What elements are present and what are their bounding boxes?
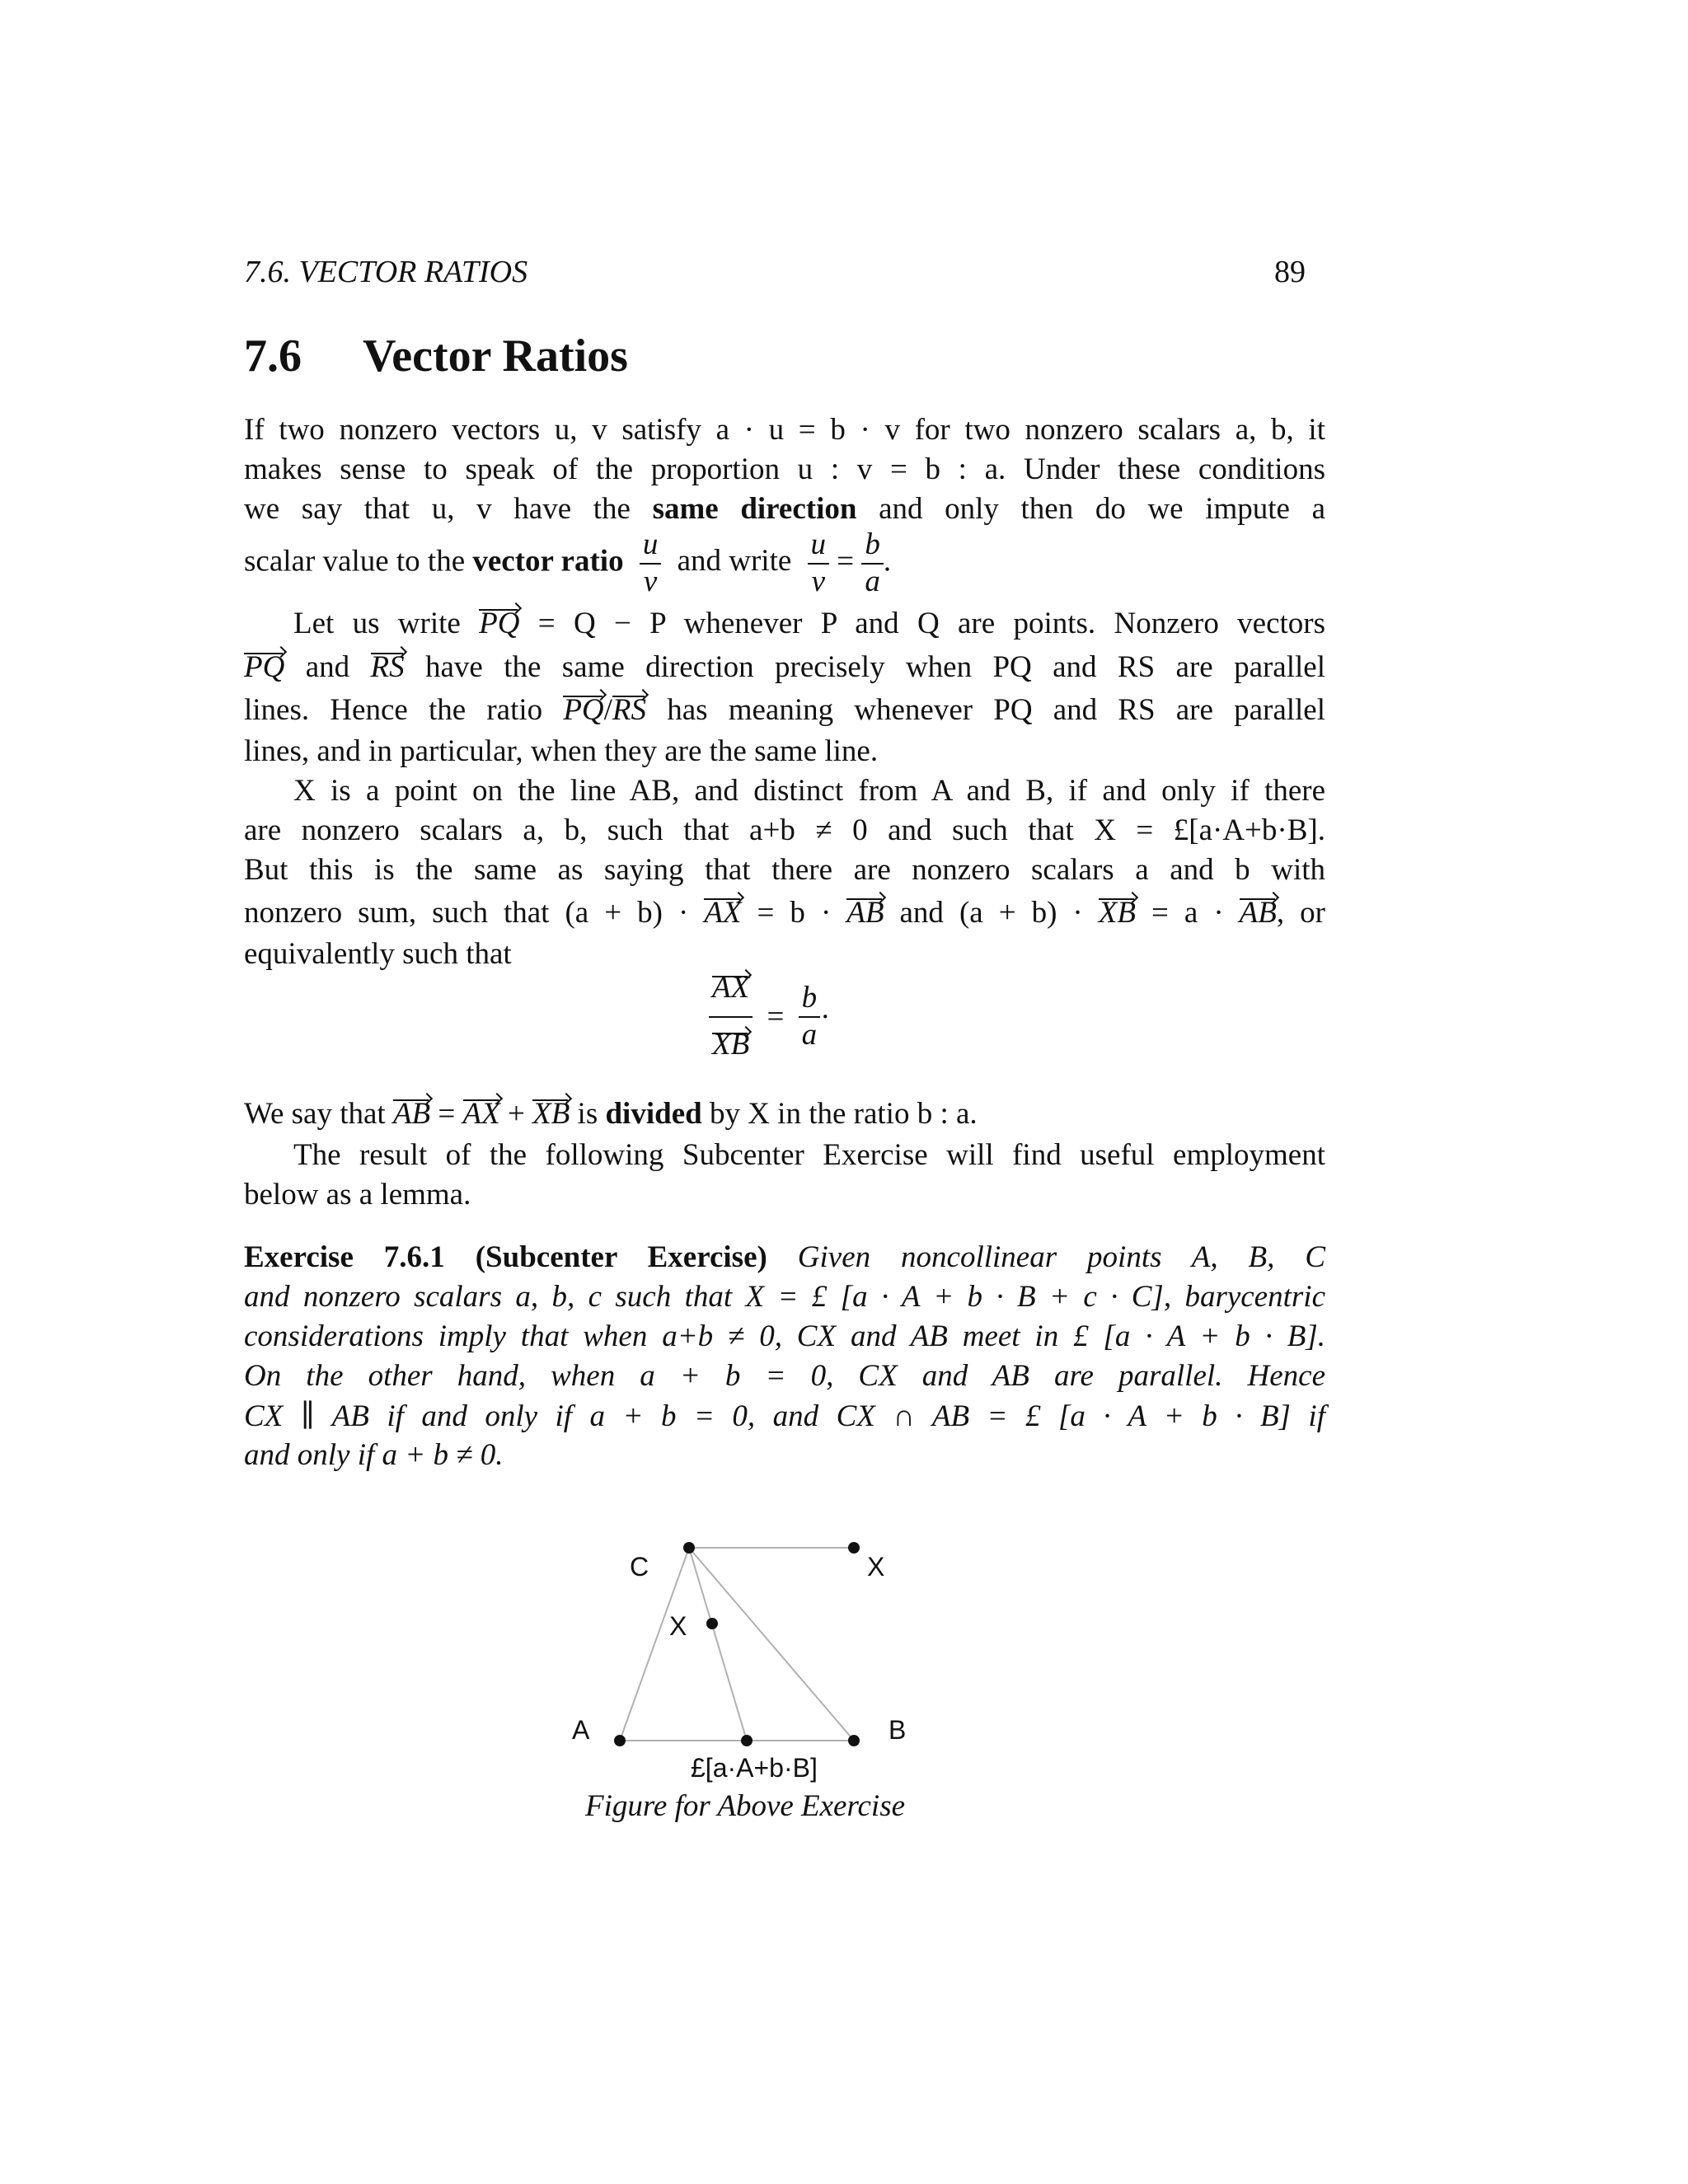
vector-XB: XB [532, 1097, 570, 1131]
para2-line2: PQ and RS have the same direction precisely when PQ and RS are parallel [244, 650, 1325, 684]
figure-lines [620, 1548, 854, 1741]
para3-line3: But this is the same as saying that there are nonzero scalars a and b with [244, 853, 1325, 887]
page-number: 89 [1274, 255, 1306, 289]
point-X [706, 1618, 718, 1629]
para2-line1: Let us write PQ = Q − P whenever P and Q are points. Nonzero vectors [293, 607, 1326, 640]
exercise-line6: and only if a + b ≠ 0. [244, 1438, 504, 1472]
text-run: and only then do we impute a [856, 492, 1326, 526]
point-C [683, 1542, 695, 1554]
term-vector-ratio: vector ratio [472, 544, 624, 579]
vector-PQ: PQ [563, 693, 604, 727]
text-run: we say that u, v have the [244, 492, 653, 526]
exercise-line4: On the other hand, when a + b = 0, CX and AB are parallel. Hence [244, 1359, 1325, 1393]
line-CB [689, 1548, 854, 1741]
vector-AX: AX [462, 1097, 500, 1131]
running-head: 7.6. VECTOR RATIOS [244, 255, 528, 289]
vector-RS: RS [612, 693, 647, 727]
equals-sign: = [767, 1000, 785, 1034]
section-number: 7.6 [244, 330, 302, 382]
vector-XB: XB [712, 1027, 750, 1062]
para3-line2: are nonzero scalars a, b, such that a+b ≠ 0 and such that X = £[a·A+b·B]. [244, 813, 1325, 847]
vector-AX: AX [704, 896, 742, 930]
point-A [614, 1735, 626, 1746]
para5-line2: below as a lemma. [244, 1178, 471, 1212]
exercise-line5: CX ∥ AB if and only if a + b = 0, and CX ∩ AB = £ [a · A + b · B] if [244, 1399, 1325, 1433]
fraction-b-over-a: $\frac{b}{a}$ [861, 529, 884, 598]
para3-line4: nonzero sum, such that (a + b) · AX = b · AB and (a + b) · XB = a · AB, or [244, 896, 1325, 930]
equals-sign: = [837, 544, 855, 579]
term-divided: divided [605, 1097, 702, 1131]
label-A: A [572, 1715, 590, 1745]
text-run: scalar value to the [244, 544, 473, 579]
label-meet-point: £[a·A+b·B] [691, 1753, 818, 1783]
line-CX [689, 1548, 747, 1741]
vector-AB: AB [392, 1097, 431, 1131]
section-title: Vector Ratios [363, 330, 628, 382]
period: . [883, 544, 892, 579]
para2-line3: lines. Hence the ratio PQ/RS has meaning whenever PQ and RS are parallel [244, 693, 1326, 727]
exercise-line1: Exercise 7.6.1 (Subcenter Exercise) Given noncollinear points A, B, C [244, 1240, 1325, 1274]
exercise-line2: and nonzero scalars a, b, c such that X = £ [a · A + b · B + c · C], barycentric [244, 1280, 1325, 1314]
text-run: and write [677, 544, 792, 579]
vector-RS: RS [370, 650, 405, 684]
label-X-mid: X [669, 1611, 687, 1641]
para1-line1: If two nonzero vectors u, v satisfy a · u = b · v for two nonzero scalars a, b, it [244, 413, 1325, 447]
vector-AB: AB [1239, 896, 1277, 930]
figure-points [614, 1542, 860, 1746]
para5-line1: The result of the following Subcenter Exercise will find useful employment [293, 1138, 1325, 1172]
label-C: C [630, 1552, 649, 1582]
label-X-top: X [867, 1552, 885, 1582]
term-same-direction: same direction [652, 492, 857, 526]
fraction-b-over-a: $\frac{b}{a}$ [799, 982, 821, 1052]
para2-line4: lines, and in particular, when they are the same line. [244, 734, 879, 768]
vector-AX: AX [712, 971, 750, 1005]
para4-line1: We say that AB = AX + XB is divided by X in the ratio b : a. [244, 1097, 978, 1131]
vector-PQ: PQ [479, 607, 520, 640]
vector-XB: XB [1098, 896, 1136, 930]
fraction-u-over-v-2: $\frac{u}{v}$ [808, 529, 830, 598]
point-B [848, 1735, 860, 1746]
fraction-u-over-v: $\frac{u}{v}$ [640, 529, 662, 598]
exercise-label: Exercise 7.6.1 (Subcenter Exercise) [244, 1240, 767, 1274]
point-meet [741, 1735, 753, 1746]
dot: · [820, 1000, 831, 1034]
para3-line1: X is a point on the line AB, and distinct from A and B, if and only if there [293, 774, 1325, 808]
figure-caption: Figure for Above Exercise [585, 1789, 906, 1823]
vector-AB: AB [846, 896, 884, 930]
vector-PQ: PQ [244, 650, 285, 684]
point-X-parallel [848, 1542, 860, 1554]
para3-line5: equivalently such that [244, 937, 512, 971]
label-B: B [889, 1715, 907, 1745]
exercise-line3: considerations imply that when a+b ≠ 0, CX and AB meet in £ [a · A + b · B]. [244, 1319, 1325, 1353]
para1-line2: makes sense to speak of the proportion u : v = b : a. Under these conditions [244, 452, 1325, 486]
